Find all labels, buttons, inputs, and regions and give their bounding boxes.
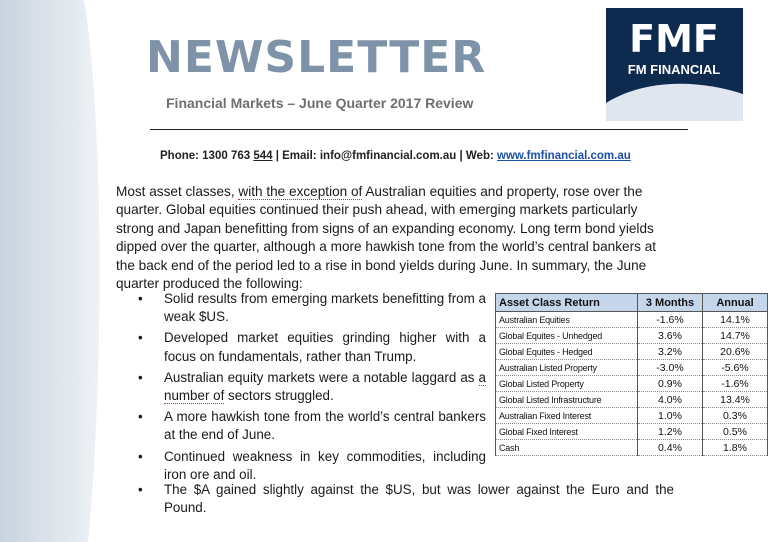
- table-row: Australian Listed Property -3.0% -5.6%: [496, 360, 768, 376]
- summary-bullets: [134, 290, 486, 487]
- bullet-icon: •: [138, 448, 143, 464]
- bullet-icon: •: [138, 330, 143, 346]
- newsletter-masthead: NEWSLETTER: [146, 32, 487, 83]
- header-divider: [150, 129, 688, 130]
- email-label: | Email:: [272, 150, 320, 162]
- table-header: Asset Class Return: [496, 294, 638, 312]
- table-row: Australian Equities -1.6% 14.1%: [496, 312, 768, 328]
- list-item: • The $A gained slightly against the $US, but was lower against the Euro and the Pound.: [138, 482, 674, 516]
- email-address[interactable]: info@fmfinancial.com.au: [319, 150, 457, 162]
- spellcheck-mark: number of: [164, 388, 225, 404]
- bullet-icon: •: [138, 409, 143, 425]
- bullet-icon: •: [138, 369, 143, 385]
- table-row: Global Listed Property 0.9% -1.6%: [496, 376, 768, 392]
- list-item: • A more hawkish tone from the world’s central bankers at the end of June.: [138, 409, 486, 443]
- table-row: Global Equites - Hedged 3.2% 20.6%: [496, 344, 768, 360]
- newsletter-subtitle: Financial Markets – June Quarter 2017 Review: [166, 95, 474, 111]
- fmf-logo: [606, 8, 743, 121]
- table-row: Global Equites - Unhedged 3.6% 14.7%: [496, 328, 768, 344]
- asset-class-return-table: [495, 293, 768, 456]
- list-item: • Developed market equities grinding higher with a focus on fundamentals, rather than Trump.: [138, 330, 486, 364]
- table-row: Global Fixed Interest 1.2% 0.5%: [496, 424, 768, 440]
- logo-mark: FMF: [629, 17, 719, 61]
- website-link[interactable]: www.fmfinancial.com.au: [497, 150, 631, 162]
- list-item: • Continued weakness in key commodities, including iron ore and oil.: [138, 448, 486, 482]
- bullet-icon: •: [138, 291, 143, 306]
- table-row: Australian Fixed Interest 1.0% 0.3%: [496, 408, 768, 424]
- decorative-side-band: [0, 0, 105, 542]
- table-header: 3 Months: [638, 294, 703, 312]
- bullet-icon: •: [138, 482, 143, 497]
- list-item: • Australian equity markets were a notable laggard as a number of sectors struggled.: [138, 369, 486, 404]
- phone-label: Phone: 1300 763: [160, 150, 254, 162]
- list-item: • Solid results from emerging markets benefitting from a weak $US.: [138, 291, 486, 325]
- table-header-row: [496, 294, 768, 312]
- table-row: Global Listed Infrastructure 4.0% 13.4%: [496, 392, 768, 408]
- table-header: Annual: [703, 294, 768, 312]
- spellcheck-mark: with the exception of: [238, 184, 363, 199]
- web-label: | Web:: [456, 150, 497, 162]
- intro-paragraph: Most asset classes, with the exception of Australian equities and property, rose over the quarter. Global equities continued their push ahead, with emerging markets particularly strong and Japan benefitting from signs of an expanding economy. Long term bond yields dipped over the quarter, although a more hawkish tone from the world’s central bankers at the back end of the period led to a rise in bond yields during June. In summary, the June quarter produced the following:: [116, 184, 657, 292]
- logo-name: FM FINANCIAL: [627, 62, 721, 77]
- phone-suffix: 544: [253, 150, 273, 162]
- contact-line: [160, 150, 631, 162]
- spellcheck-mark: a: [478, 369, 486, 385]
- table-row: Cash 0.4% 1.8%: [496, 440, 768, 456]
